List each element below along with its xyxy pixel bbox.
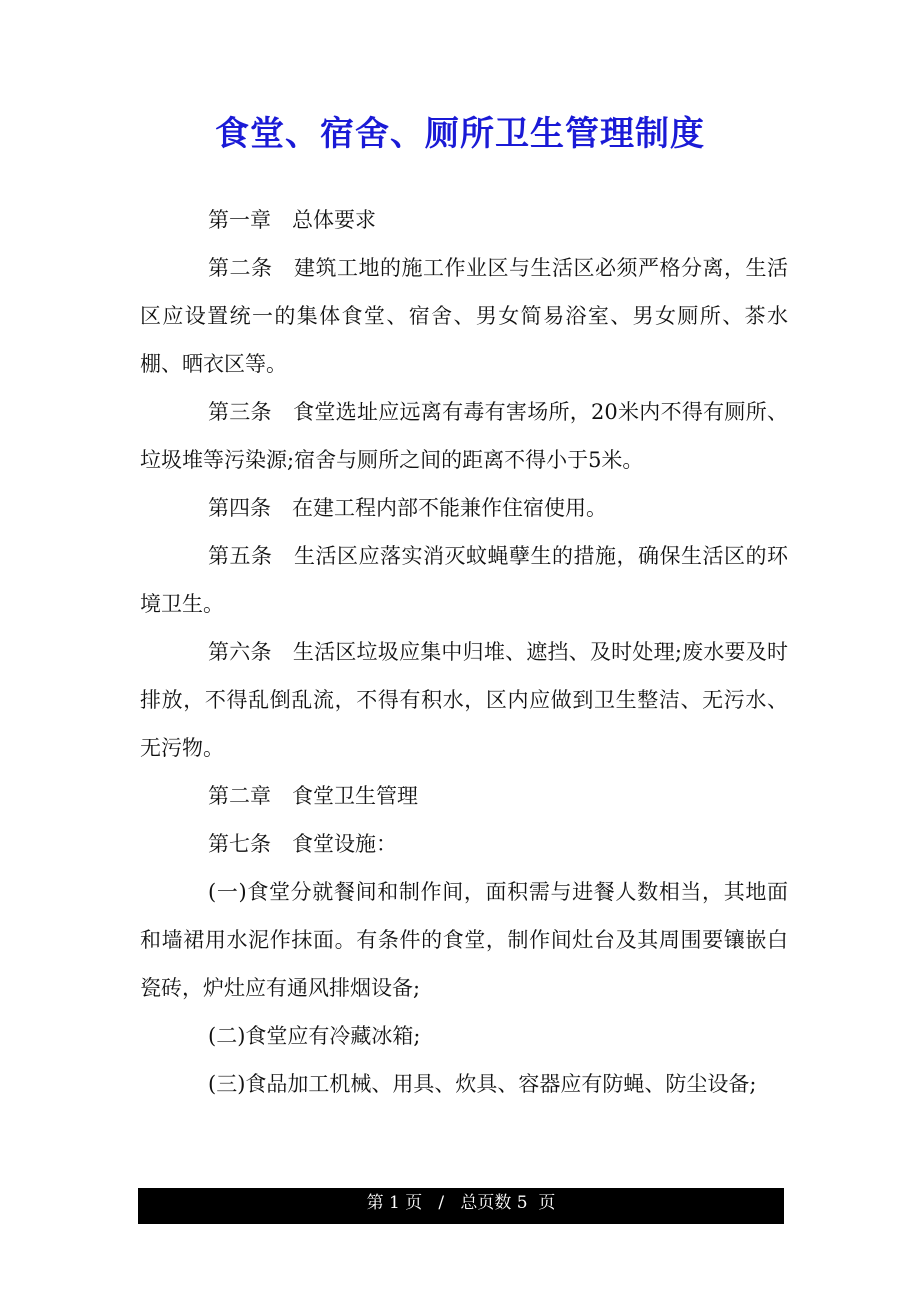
chapter-heading: 第一章 总体要求 (208, 208, 376, 232)
document-body (140, 196, 788, 1108)
list-item-paragraph: (三)食品加工机械、用具、炊具、容器应有防蝇、防尘设备; (208, 1072, 757, 1096)
article-paragraph: 第七条 食堂设施： (208, 832, 397, 856)
chapter-heading: 第二章 食堂卫生管理 (208, 784, 418, 808)
article-paragraph: 第二条 建筑工地的施工作业区与生活区必须严格分离，生活区应设置统一的集体食堂、宿舍、男女简易浴室、男女厕所、茶水棚、晒衣区等。 (140, 256, 788, 376)
article-paragraph: 第四条 在建工程内部不能兼作住宿使用。 (208, 496, 607, 520)
document-title: 食堂、宿舍、厕所卫生管理制度 (215, 114, 705, 154)
article-paragraph: 第六条 生活区垃圾应集中归堆、遮挡、及时处理;废水要及时排放，不得乱倒乱流，不得有积水，区内应做到卫生整洁、无污水、无污物。 (140, 640, 788, 760)
article-paragraph: 第三条 食堂选址应远离有毒有害场所，20米内不得有厕所、垃圾堆等污染源;宿舍与厕所之间的距离不得小于5米。 (140, 400, 788, 472)
list-item-paragraph: (二)食堂应有冷藏冰箱; (208, 1024, 421, 1048)
page-footer (138, 1188, 784, 1224)
list-item-paragraph: (一)食堂分就餐间和制作间，面积需与进餐人数相当，其地面和墙裙用水泥作抹面。有条件的食堂，制作间灶台及其周围要镶嵌白瓷砖，炉灶应有通风排烟设备; (140, 880, 788, 1000)
page-number-label: 第 1 页 / 总页数 5 页 (366, 1193, 556, 1213)
article-paragraph: 第五条 生活区应落实消灭蚊蝇孽生的措施，确保生活区的环境卫生。 (140, 544, 788, 616)
